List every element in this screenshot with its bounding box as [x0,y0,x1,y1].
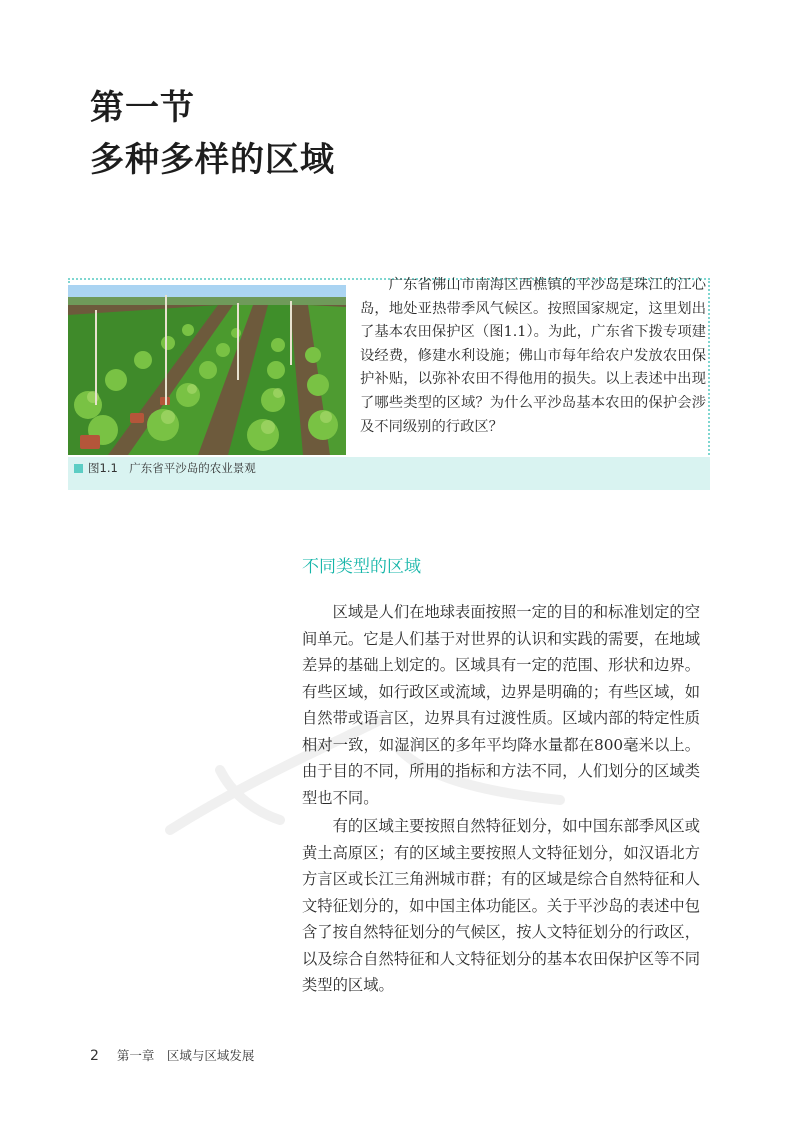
section-title [90,82,335,186]
figure-box [68,270,714,492]
section-heading: 不同类型的区域 [302,557,421,577]
figure-caption [74,460,256,476]
intro-paragraph: 广东省佛山市南海区西樵镇的平沙岛是珠江的江心岛，地处亚热带季风气候区。按照国家规定，这里划出了基本农田保护区（图1.1）。为此，广东省下拨专项建设经费，修建水利设施；佛山市每年给农户发放农田保护补贴，以弥补农田不得他用的损失。以上表述中出现了哪些类型的区域？为什么平沙岛基本农田的保护会涉及不同级别的行政区？ [360,277,706,435]
page-title: 多种多样的区域 [90,140,335,180]
farmland-photo [68,285,346,455]
page-number: 2 [90,1048,99,1064]
page-footer [90,1046,254,1064]
intro-box [360,274,706,439]
caption-marker-icon [74,464,83,473]
caption-text: 图1.1 广东省平沙岛的农业景观 [88,461,256,475]
section-number: 第一节 [90,88,195,128]
body-paragraph: 有的区域主要按照自然特征划分，如中国东部季风区或黄土高原区；有的区域主要按照人文特征划分，如汉语北方方言区或长江三角洲城市群；有的区域是综合自然特征和人文特征划分的，如中国主体功能区。关于平沙岛的表述中包含了按自然特征划分的气候区，按人文特征划分的行政区，以及综合自然特征和人文特征划分的基本农田保护区等不同类型的区域。 [302,817,700,994]
main-text [302,599,700,1001]
body-paragraph: 区域是人们在地球表面按照一定的目的和标准划定的空间单元。它是人们基于对世界的认识和实践的需要，在地域差异的基础上划定的。区域具有一定的范围、形状和边界。有些区域，如行政区或流域，边界是明确的；有些区域，如自然带或语言区，边界具有过渡性质。区域内部的特定性质相对一致，如湿润区的多年平均降水量都在800毫米以上。由于目的不同，所用的指标和方法不同，人们划分的区域类型也不同。 [302,603,700,807]
chapter-label: 第一章 区域与区域发展 [116,1048,255,1063]
